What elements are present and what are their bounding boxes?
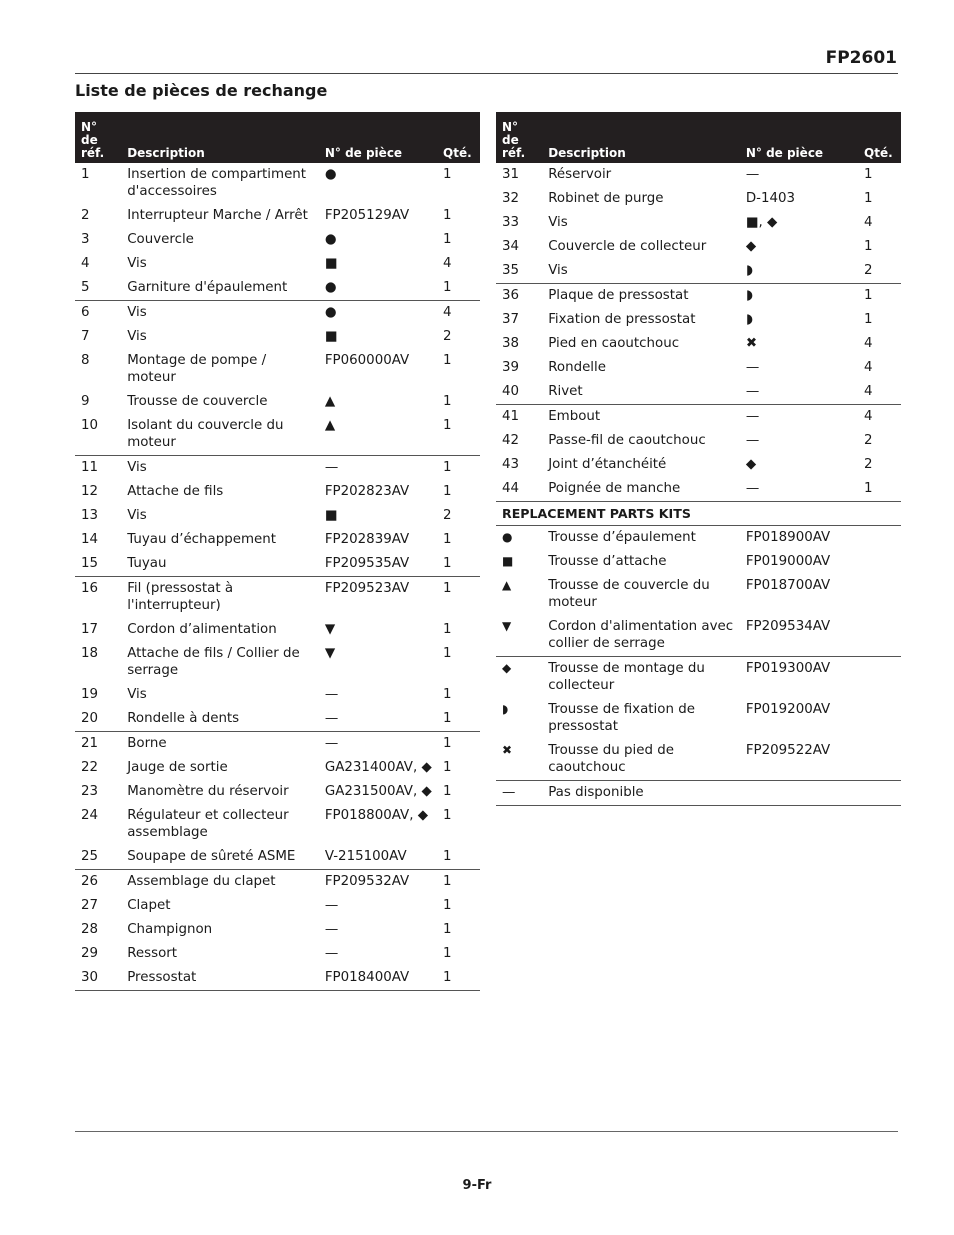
part-description: Vis [548,263,568,278]
part-number: ● [324,167,337,182]
part-description: Fixation de pressostat [548,312,696,327]
part-description: Vis [127,256,147,271]
quantity: 4 [864,384,873,399]
quantity: 1 [443,687,452,702]
part-description: Cordon d’alimentation [127,622,277,637]
part-description: Jauge de sortie [127,760,228,775]
part-description: Pressostat [121,966,319,991]
part-number-column-header: N° de pièce [319,112,437,163]
empty-cell [858,739,901,781]
part-number: ◗ [740,284,858,309]
ref-number: 27 [81,898,99,913]
kit-row [496,657,901,699]
kit-description: Trousse du pied de caoutchouc [548,743,674,775]
quantity: 1 [443,484,452,499]
table-row [75,577,480,619]
kit-row [496,526,901,551]
part-number: — [324,946,339,961]
ref-number: 7 [81,329,90,344]
ref-number: 42 [502,433,520,448]
kits-title: REPLACEMENT PARTS KITS [496,502,901,526]
table-header [75,112,480,163]
table-row [496,332,901,356]
table-row [496,453,901,477]
part-number: FP018800AV, ◆ [324,808,429,823]
ref-number: 26 [75,870,121,895]
part-description: Régulateur et collecteur assemblage [127,808,289,840]
part-number: — [319,732,437,757]
table-row [75,390,480,414]
table-row [75,707,480,732]
table-row [496,356,901,380]
ref-number: 1 [81,167,90,182]
table-row [75,870,480,895]
quantity: 1 [443,922,452,937]
part-number: ◆ [745,457,757,472]
ref-number: 40 [502,384,520,399]
ref-number: 13 [81,508,99,523]
empty-cell [858,698,901,739]
part-number: — [745,167,760,182]
not-available-symbol: — [496,781,542,806]
part-description: Garniture d'épaulement [127,280,288,295]
ref-number: 30 [75,966,121,991]
kit-row [496,550,901,574]
table-row [75,804,480,845]
table-row [75,756,480,780]
ref-number: 25 [81,849,99,864]
ref-number: 36 [496,284,542,309]
kit-part-number: FP209534AV [745,619,831,634]
quantity: 1 [437,732,480,757]
quantity: 1 [437,966,480,991]
page-number: 9-Fr [462,1178,492,1193]
part-description: Vis [121,301,319,326]
table-row [75,642,480,683]
part-description: Fil (pressostat à l'interrupteur) [121,577,319,619]
quantity: 2 [864,263,873,278]
part-description: Ressort [127,946,178,961]
part-description: Attache de fils [127,484,224,499]
kit-description: Trousse de couvercle du moteur [548,578,710,610]
kit-description: Trousse d’épaulement [548,530,696,545]
table-row [496,429,901,453]
part-number: — [745,360,760,375]
ref-number: 33 [502,215,520,230]
quantity: 1 [443,898,452,913]
table-row [75,618,480,642]
part-description: Clapet [127,898,171,913]
ref-number: 22 [81,760,99,775]
ref-number: 19 [81,687,99,702]
part-description: Embout [542,405,740,430]
ref-number: 14 [81,532,99,547]
ref-number: 10 [81,418,99,433]
table-row [75,456,480,481]
ref-number: 37 [502,312,520,327]
quantity: 1 [443,849,452,864]
kit-symbol: ◆ [496,657,542,699]
kit-symbol: ▼ [502,619,512,633]
part-number: ◗ [745,312,753,327]
part-description: Isolant du couvercle du moteur [127,418,284,450]
quantity: 1 [443,946,452,961]
description-column-header: Description [121,112,319,163]
kit-row [496,615,901,657]
empty-cell [858,574,901,615]
part-number: ▼ [324,646,336,661]
ref-number: 24 [81,808,99,823]
part-description: Soupape de sûreté ASME [127,849,296,864]
table-row [75,942,480,966]
ref-number: 38 [502,336,520,351]
table-row [75,552,480,577]
quantity: 2 [443,329,452,344]
part-number: ◗ [745,263,753,278]
ref-column-header: N° de réf. [496,112,542,163]
ref-number: 34 [502,239,520,254]
page-title: Liste de pièces de rechange [75,81,328,100]
kit-symbol: ▲ [502,578,512,592]
kit-description: Trousse de montage du collecteur [542,657,740,699]
table-row [75,528,480,552]
part-number: — [324,687,339,702]
part-description: Champignon [127,922,213,937]
table-row [496,405,901,430]
quantity: 1 [443,784,452,799]
part-number: V-215100AV [324,849,407,864]
ref-number: 9 [81,394,90,409]
table-row [75,504,480,528]
part-number: ◆ [745,239,757,254]
part-number: FP209532AV [319,870,437,895]
kit-part-number: FP019000AV [745,554,831,569]
ref-number: 8 [81,353,90,368]
part-number: FP060000AV [324,353,410,368]
table-row [496,477,901,502]
part-description: Vis [121,456,319,481]
table-row [75,845,480,870]
part-description: Trousse de couvercle [127,394,268,409]
quantity: 1 [443,280,452,295]
ref-number: 31 [502,167,520,182]
ref-number: 4 [81,256,90,271]
ref-column-header: N° de réf. [75,112,121,163]
quantity: 1 [443,556,452,571]
table-row [75,349,480,390]
part-description: Vis [127,508,147,523]
table-row [75,780,480,804]
ref-number: 15 [81,556,99,571]
part-description: Montage de pompe / moteur [127,353,267,385]
empty-cell [858,657,901,699]
part-description: Couvercle de collecteur [548,239,707,254]
part-number: ✖ [745,336,758,351]
part-number: — [324,711,339,726]
ref-number: 11 [75,456,121,481]
part-number: ● [324,232,337,247]
quantity: 1 [437,870,480,895]
ref-number: 17 [81,622,99,637]
quantity: 1 [437,577,480,619]
part-number: FP018400AV [319,966,437,991]
part-number: — [745,433,760,448]
kit-description: Trousse de fixation de pressostat [548,702,695,734]
part-description: Assemblage du clapet [121,870,319,895]
part-description: Rivet [548,384,583,399]
quantity: 4 [864,336,873,351]
ref-number: 21 [75,732,121,757]
empty-cell [858,526,901,551]
part-number: ▲ [324,394,336,409]
part-number: ■ [324,256,338,271]
quantity: 2 [443,508,452,523]
quantity: 4 [437,301,480,326]
part-number: FP209535AV [324,556,410,571]
part-description: Robinet de purge [548,191,664,206]
kit-symbol: ✖ [502,743,513,757]
part-number: GA231400AV, ◆ [324,760,432,775]
part-description: Pied en caoutchouc [548,336,680,351]
part-description: Tuyau [127,556,167,571]
quantity: 1 [443,808,452,823]
part-number: — [324,922,339,937]
quantity: 1 [437,456,480,481]
quantity-column-header: Qté. [437,112,480,163]
ref-number: 6 [75,301,121,326]
part-number: FP205129AV [324,208,410,223]
table-row [496,187,901,211]
quantity: 1 [864,167,873,182]
empty-cell [858,550,901,574]
kit-part-number: FP209522AV [745,743,831,758]
quantity: 1 [443,711,452,726]
part-number: ▼ [324,622,336,637]
quantity: 1 [864,481,873,496]
quantity: 4 [864,215,873,230]
kit-symbol: ● [502,530,513,544]
table-row [75,683,480,707]
quantity: 2 [864,457,873,472]
ref-number: 44 [502,481,520,496]
kit-row [496,698,901,739]
quantity: 1 [858,284,901,309]
part-description: Plaque de pressostat [542,284,740,309]
part-number: — [745,481,760,496]
quantity: 1 [443,167,452,182]
table-header [496,112,901,163]
quantity: 4 [443,256,452,271]
part-number: — [740,405,858,430]
table-row [75,732,480,757]
table-row [496,259,901,284]
kit-part-number: FP018900AV [745,530,831,545]
ref-number: 20 [81,711,99,726]
part-number: D-1403 [745,191,796,206]
part-description: Réservoir [548,167,612,182]
part-description: Vis [127,687,147,702]
footer-divider [75,1131,898,1132]
table-row [75,918,480,942]
ref-number: 32 [502,191,520,206]
part-description: Passe-fil de caoutchouc [548,433,706,448]
quantity: 2 [864,433,873,448]
part-number: — [324,898,339,913]
kit-part-number: FP019200AV [745,702,831,717]
ref-number: 28 [81,922,99,937]
not-available-label: Pas disponible [542,781,901,806]
quantity: 4 [864,360,873,375]
part-description: Borne [121,732,319,757]
part-description: Attache de fils / Collier de serrage [127,646,300,678]
header-divider [75,73,898,74]
quantity: 1 [443,208,452,223]
table-row [75,228,480,252]
quantity: 1 [864,191,873,206]
part-description: Interrupteur Marche / Arrêt [127,208,308,223]
table-row [75,163,480,204]
part-description: Tuyau d’échappement [127,532,276,547]
part-description: Couvercle [127,232,194,247]
part-number: — [745,384,760,399]
ref-number: 23 [81,784,99,799]
parts-table-right [496,112,901,806]
ref-number: 43 [502,457,520,472]
ref-number: 39 [502,360,520,375]
part-number: — [319,456,437,481]
table-row [75,276,480,301]
part-number: FP202823AV [324,484,410,499]
ref-number: 35 [502,263,520,278]
ref-number: 5 [81,280,90,295]
quantity: 1 [443,394,452,409]
ref-number: 18 [81,646,99,661]
table-row [496,380,901,405]
part-description: Insertion de compartiment d'accessoires [127,167,307,199]
ref-number: 12 [81,484,99,499]
table-row [75,894,480,918]
table-row [496,235,901,259]
part-number-column-header: N° de pièce [740,112,858,163]
table-row [496,284,901,309]
ref-number: 2 [81,208,90,223]
ref-number: 16 [75,577,121,619]
table-row [496,211,901,235]
table-row [75,301,480,326]
part-description: Poignée de manche [548,481,681,496]
table-row [75,480,480,504]
kit-part-number: FP018700AV [745,578,831,593]
kit-description: Trousse d’attache [548,554,667,569]
table-row [496,163,901,187]
table-row [75,966,480,991]
quantity: 1 [443,353,452,368]
quantity: 1 [443,646,452,661]
quantity: 1 [864,312,873,327]
quantity: 1 [443,418,452,433]
ref-number: 41 [496,405,542,430]
part-description: Rondelle à dents [127,711,240,726]
kit-row [496,739,901,781]
table-row [75,204,480,228]
quantity: 1 [443,760,452,775]
table-row [75,414,480,456]
table-row [75,252,480,276]
description-column-header: Description [542,112,740,163]
part-description: Rondelle [548,360,606,375]
part-number: ■ [324,329,338,344]
quantity: 1 [864,239,873,254]
part-number: ▲ [324,418,336,433]
not-available-row [496,781,901,806]
part-number: FP202839AV [324,532,410,547]
part-description: Manomètre du réservoir [127,784,289,799]
quantity: 1 [443,622,452,637]
ref-number: 29 [81,946,99,961]
ref-number: 3 [81,232,90,247]
quantity: 1 [443,232,452,247]
kit-symbol: ■ [502,554,514,568]
model-number: FP2601 [825,48,897,68]
table-row [75,325,480,349]
quantity: 1 [443,532,452,547]
part-number: ● [324,280,337,295]
part-description: Vis [548,215,568,230]
empty-cell [858,615,901,657]
part-number: GA231500AV, ◆ [324,784,432,799]
quantity-column-header: Qté. [858,112,901,163]
part-description: Vis [127,329,147,344]
kit-description: Cordon d'alimentation avec collier de serrage [548,619,734,651]
part-description: Joint d’étanchéité [548,457,667,472]
kit-symbol: ◗ [502,702,509,716]
part-number: ● [319,301,437,326]
kits-header-row [496,502,901,526]
kit-part-number: FP019300AV [740,657,858,699]
kit-row [496,574,901,615]
table-row [496,308,901,332]
part-number: ■, ◆ [745,215,778,230]
parts-table-left [75,112,480,991]
quantity: 4 [858,405,901,430]
part-number: ■ [324,508,338,523]
part-number: FP209523AV [319,577,437,619]
